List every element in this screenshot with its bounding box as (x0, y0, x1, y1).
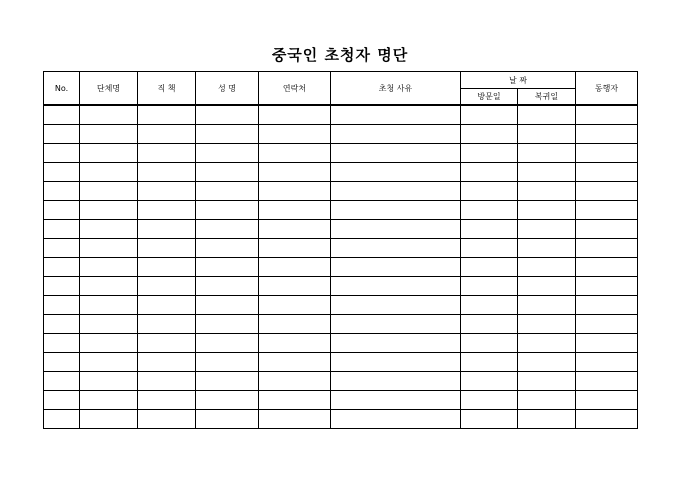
table-cell[interactable] (196, 277, 259, 296)
table-cell[interactable] (44, 353, 80, 372)
table-cell[interactable] (259, 163, 331, 182)
table-row (44, 182, 638, 201)
table-cell[interactable] (196, 182, 259, 201)
table-cell[interactable] (576, 201, 638, 220)
table-row (44, 105, 638, 125)
table-cell[interactable] (576, 372, 638, 391)
table-cell[interactable] (331, 105, 461, 125)
header-companion: 동행자 (576, 72, 638, 106)
table-cell[interactable] (196, 201, 259, 220)
table-cell[interactable] (259, 296, 331, 315)
table-cell[interactable] (259, 391, 331, 410)
header-no: No. (44, 72, 80, 106)
table-cell[interactable] (196, 125, 259, 144)
table-cell[interactable] (259, 125, 331, 144)
table-cell[interactable] (138, 391, 196, 410)
table-cell[interactable] (44, 334, 80, 353)
table-cell[interactable] (80, 372, 138, 391)
table-row (44, 410, 638, 429)
table-cell[interactable] (576, 220, 638, 239)
table-cell[interactable] (331, 201, 461, 220)
table-cell[interactable] (461, 353, 518, 372)
table-cell[interactable] (44, 220, 80, 239)
table-cell[interactable] (461, 315, 518, 334)
table-cell[interactable] (331, 163, 461, 182)
table-cell[interactable] (576, 391, 638, 410)
table-cell[interactable] (576, 334, 638, 353)
table-cell[interactable] (44, 410, 80, 429)
table-cell[interactable] (138, 277, 196, 296)
table-cell[interactable] (138, 239, 196, 258)
table-cell[interactable] (44, 258, 80, 277)
table-cell[interactable] (44, 239, 80, 258)
table-cell[interactable] (259, 315, 331, 334)
header-return-date: 복귀일 (518, 89, 576, 106)
table-row (44, 372, 638, 391)
table-cell[interactable] (138, 372, 196, 391)
table-cell[interactable] (44, 296, 80, 315)
table-cell[interactable] (196, 239, 259, 258)
table-cell[interactable] (461, 144, 518, 163)
table-cell[interactable] (80, 410, 138, 429)
header-reason: 초청 사유 (331, 72, 461, 106)
table-cell[interactable] (461, 372, 518, 391)
table-cell[interactable] (461, 163, 518, 182)
table-cell[interactable] (138, 105, 196, 125)
header-visit-date: 방문일 (461, 89, 518, 106)
table-cell[interactable] (576, 296, 638, 315)
table-cell[interactable] (259, 372, 331, 391)
document-title: 중국인 초청자 명단 (271, 46, 409, 64)
table-cell[interactable] (259, 353, 331, 372)
table-row (44, 258, 638, 277)
table-cell[interactable] (44, 372, 80, 391)
table-cell[interactable] (461, 277, 518, 296)
table-body (44, 105, 638, 429)
table-row (44, 239, 638, 258)
table-cell[interactable] (331, 296, 461, 315)
table-cell[interactable] (331, 315, 461, 334)
table-cell[interactable] (80, 163, 138, 182)
header-date-group: 날 짜 (461, 72, 576, 89)
table-cell[interactable] (138, 220, 196, 239)
table-cell[interactable] (518, 163, 576, 182)
table-cell[interactable] (80, 144, 138, 163)
table-cell[interactable] (259, 201, 331, 220)
table-cell[interactable] (576, 125, 638, 144)
table-cell[interactable] (518, 353, 576, 372)
table-row (44, 163, 638, 182)
table-cell[interactable] (44, 391, 80, 410)
table-cell[interactable] (80, 201, 138, 220)
table-cell[interactable] (138, 182, 196, 201)
table-cell[interactable] (331, 410, 461, 429)
table-cell[interactable] (80, 220, 138, 239)
table-cell[interactable] (80, 391, 138, 410)
table-cell[interactable] (461, 105, 518, 125)
table-cell[interactable] (331, 239, 461, 258)
table-cell[interactable] (196, 105, 259, 125)
table-cell[interactable] (138, 144, 196, 163)
table-cell[interactable] (138, 201, 196, 220)
table-row (44, 334, 638, 353)
table-cell[interactable] (576, 182, 638, 201)
table-cell[interactable] (461, 391, 518, 410)
table-cell[interactable] (461, 334, 518, 353)
table-cell[interactable] (138, 125, 196, 144)
header-position: 직 책 (138, 72, 196, 106)
table-cell[interactable] (331, 220, 461, 239)
table-cell[interactable] (331, 334, 461, 353)
table-row (44, 201, 638, 220)
table-cell[interactable] (518, 296, 576, 315)
table-cell[interactable] (518, 258, 576, 277)
table-cell[interactable] (80, 353, 138, 372)
table-cell[interactable] (196, 334, 259, 353)
table-cell[interactable] (44, 144, 80, 163)
header-contact: 연락처 (259, 72, 331, 106)
table-cell[interactable] (196, 163, 259, 182)
table-cell[interactable] (518, 239, 576, 258)
table-cell[interactable] (518, 334, 576, 353)
table-cell[interactable] (576, 410, 638, 429)
table-cell[interactable] (44, 182, 80, 201)
table-cell[interactable] (44, 277, 80, 296)
table-cell[interactable] (518, 315, 576, 334)
table-cell[interactable] (138, 315, 196, 334)
table-cell[interactable] (259, 144, 331, 163)
table-row (44, 391, 638, 410)
table-cell[interactable] (331, 353, 461, 372)
table-cell[interactable] (576, 239, 638, 258)
table-cell[interactable] (259, 105, 331, 125)
table-cell[interactable] (196, 372, 259, 391)
table-cell[interactable] (518, 144, 576, 163)
table-cell[interactable] (196, 410, 259, 429)
table-cell[interactable] (80, 258, 138, 277)
table-cell[interactable] (196, 315, 259, 334)
table-cell[interactable] (518, 277, 576, 296)
table-cell[interactable] (518, 201, 576, 220)
table-row (44, 144, 638, 163)
table-cell[interactable] (518, 410, 576, 429)
table-cell[interactable] (44, 315, 80, 334)
table-cell[interactable] (44, 163, 80, 182)
table-cell[interactable] (461, 201, 518, 220)
table-cell[interactable] (196, 258, 259, 277)
table-cell[interactable] (138, 163, 196, 182)
table-cell[interactable] (80, 277, 138, 296)
header-name: 성 명 (196, 72, 259, 106)
table-cell[interactable] (196, 391, 259, 410)
table-cell[interactable] (259, 277, 331, 296)
table-cell[interactable] (259, 334, 331, 353)
table-cell[interactable] (196, 296, 259, 315)
table-cell[interactable] (331, 144, 461, 163)
table-cell[interactable] (259, 410, 331, 429)
table-cell[interactable] (138, 353, 196, 372)
table-row (44, 315, 638, 334)
table-cell[interactable] (259, 182, 331, 201)
table-cell[interactable] (196, 144, 259, 163)
table-cell[interactable] (80, 334, 138, 353)
table-cell[interactable] (138, 296, 196, 315)
table-cell[interactable] (461, 239, 518, 258)
table-cell[interactable] (518, 220, 576, 239)
table-cell[interactable] (461, 182, 518, 201)
table-cell[interactable] (80, 125, 138, 144)
table-cell[interactable] (80, 105, 138, 125)
table-cell[interactable] (138, 334, 196, 353)
table-cell[interactable] (44, 201, 80, 220)
table-cell[interactable] (461, 296, 518, 315)
table-row (44, 277, 638, 296)
table-cell[interactable] (196, 353, 259, 372)
table-row (44, 125, 638, 144)
table-cell[interactable] (138, 410, 196, 429)
table-cell[interactable] (518, 125, 576, 144)
table-cell[interactable] (576, 277, 638, 296)
table-cell[interactable] (331, 258, 461, 277)
table-cell[interactable] (331, 391, 461, 410)
table-cell[interactable] (518, 391, 576, 410)
table-cell[interactable] (259, 258, 331, 277)
table-cell[interactable] (44, 125, 80, 144)
table-cell[interactable] (461, 410, 518, 429)
table-cell[interactable] (518, 372, 576, 391)
table-row (44, 220, 638, 239)
table-cell[interactable] (44, 105, 80, 125)
table-cell[interactable] (576, 105, 638, 125)
table-cell[interactable] (576, 315, 638, 334)
invitee-table (43, 71, 638, 429)
table-cell[interactable] (138, 258, 196, 277)
table-cell[interactable] (576, 163, 638, 182)
table-cell[interactable] (331, 277, 461, 296)
header-row (44, 72, 638, 89)
table-cell[interactable] (461, 220, 518, 239)
table-cell[interactable] (576, 258, 638, 277)
table-cell[interactable] (518, 182, 576, 201)
table-cell[interactable] (80, 315, 138, 334)
table-cell[interactable] (461, 125, 518, 144)
table-cell[interactable] (331, 125, 461, 144)
table-cell[interactable] (576, 144, 638, 163)
table-cell[interactable] (331, 372, 461, 391)
table-cell[interactable] (518, 105, 576, 125)
table-cell[interactable] (80, 182, 138, 201)
table-row (44, 296, 638, 315)
table-cell[interactable] (80, 239, 138, 258)
table-row (44, 353, 638, 372)
table-cell[interactable] (461, 258, 518, 277)
table-cell[interactable] (80, 296, 138, 315)
table-cell[interactable] (576, 353, 638, 372)
table-cell[interactable] (259, 239, 331, 258)
header-org: 단체명 (80, 72, 138, 106)
table-cell[interactable] (331, 182, 461, 201)
table-cell[interactable] (196, 220, 259, 239)
table-cell[interactable] (259, 220, 331, 239)
